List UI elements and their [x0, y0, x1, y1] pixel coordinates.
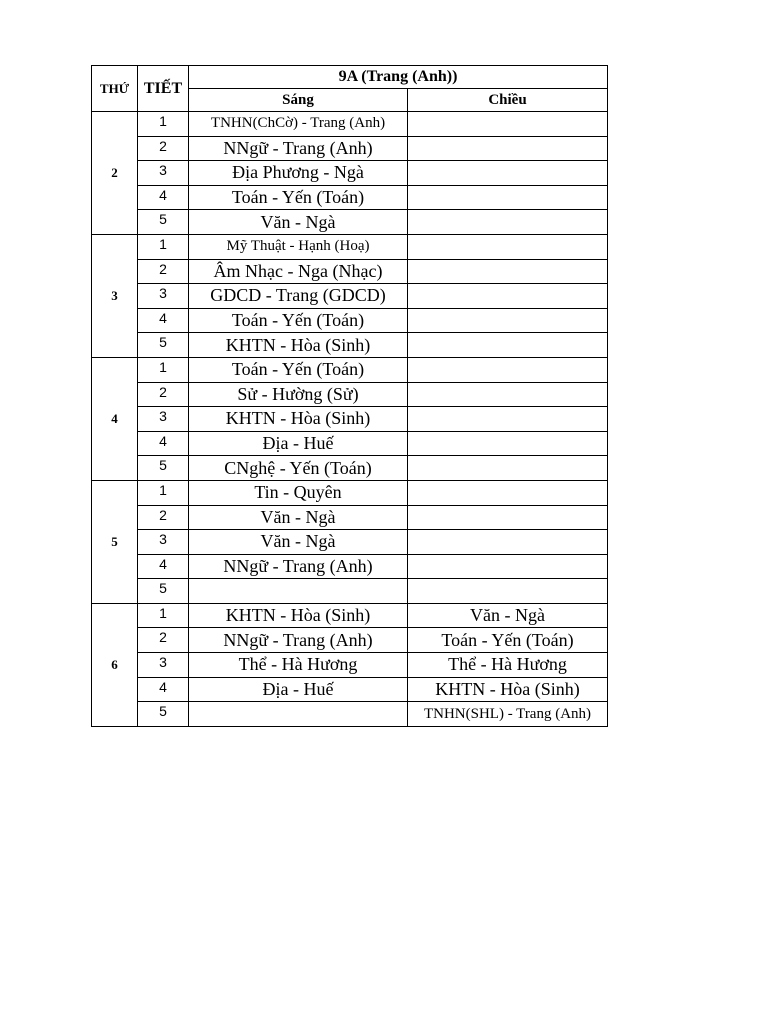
period-cell: 2	[138, 382, 189, 407]
table-row	[92, 210, 608, 235]
period-cell: 2	[138, 136, 189, 161]
afternoon-subject-cell	[408, 112, 608, 137]
morning-subject-cell: Thể - Hà Hương	[189, 653, 408, 678]
afternoon-subject-cell	[408, 161, 608, 186]
morning-subject-cell: Tin - Quyên	[189, 480, 408, 505]
afternoon-subject-cell	[408, 431, 608, 456]
period-cell: 5	[138, 333, 189, 358]
period-cell: 3	[138, 407, 189, 432]
morning-subject-cell: Địa - Huế	[189, 677, 408, 702]
period-cell: 5	[138, 579, 189, 604]
morning-subject-cell: Mỹ Thuật - Hạnh (Hoạ)	[189, 234, 408, 259]
table-row	[92, 431, 608, 456]
period-cell: 1	[138, 480, 189, 505]
timetable	[91, 65, 608, 727]
afternoon-subject-cell: KHTN - Hòa (Sinh)	[408, 677, 608, 702]
afternoon-subject-cell: TNHN(SHL) - Trang (Anh)	[408, 702, 608, 727]
afternoon-subject-cell	[408, 456, 608, 481]
afternoon-subject-cell: Thể - Hà Hương	[408, 653, 608, 678]
table-row	[92, 579, 608, 604]
table-row	[92, 603, 608, 628]
table-row	[92, 112, 608, 137]
table-row	[92, 333, 608, 358]
table-row	[92, 677, 608, 702]
table-row	[92, 234, 608, 259]
morning-subject-cell: Toán - Yến (Toán)	[189, 308, 408, 333]
period-cell: 4	[138, 185, 189, 210]
morning-subject-cell: Địa - Huế	[189, 431, 408, 456]
period-cell: 1	[138, 112, 189, 137]
day-cell: 5	[92, 480, 138, 603]
period-cell: 3	[138, 653, 189, 678]
table-row	[92, 628, 608, 653]
morning-subject-cell: Sử - Hường (Sử)	[189, 382, 408, 407]
afternoon-subject-cell	[408, 579, 608, 604]
afternoon-subject-cell	[408, 505, 608, 530]
table-row	[92, 653, 608, 678]
period-cell: 5	[138, 210, 189, 235]
afternoon-subject-cell	[408, 259, 608, 284]
morning-subject-cell	[189, 579, 408, 604]
table-row	[92, 456, 608, 481]
afternoon-subject-cell	[408, 210, 608, 235]
morning-subject-cell: Địa Phương - Ngà	[189, 161, 408, 186]
table-row	[92, 259, 608, 284]
afternoon-subject-cell: Văn - Ngà	[408, 603, 608, 628]
afternoon-subject-cell	[408, 284, 608, 309]
morning-subject-cell: Toán - Yến (Toán)	[189, 357, 408, 382]
table-row	[92, 136, 608, 161]
period-cell: 4	[138, 677, 189, 702]
table-row	[92, 357, 608, 382]
afternoon-subject-cell	[408, 185, 608, 210]
table-row	[92, 382, 608, 407]
period-cell: 5	[138, 702, 189, 727]
morning-subject-cell: Toán - Yến (Toán)	[189, 185, 408, 210]
period-cell: 2	[138, 259, 189, 284]
header-morning: Sáng	[189, 89, 408, 112]
afternoon-subject-cell	[408, 234, 608, 259]
period-cell: 3	[138, 284, 189, 309]
period-cell: 2	[138, 505, 189, 530]
period-cell: 1	[138, 603, 189, 628]
morning-subject-cell: Văn - Ngà	[189, 505, 408, 530]
header-day: THỨ	[92, 66, 138, 112]
day-cell: 6	[92, 603, 138, 726]
morning-subject-cell: KHTN - Hòa (Sinh)	[189, 407, 408, 432]
table-row	[92, 702, 608, 727]
period-cell: 4	[138, 308, 189, 333]
table-row	[92, 284, 608, 309]
table-row	[92, 505, 608, 530]
afternoon-subject-cell	[408, 333, 608, 358]
table-row	[92, 308, 608, 333]
table-row	[92, 407, 608, 432]
day-cell: 2	[92, 112, 138, 235]
afternoon-subject-cell	[408, 382, 608, 407]
afternoon-subject-cell: Toán - Yến (Toán)	[408, 628, 608, 653]
header-afternoon: Chiều	[408, 89, 608, 112]
afternoon-subject-cell	[408, 357, 608, 382]
morning-subject-cell: NNgữ - Trang (Anh)	[189, 136, 408, 161]
morning-subject-cell: NNgữ - Trang (Anh)	[189, 554, 408, 579]
period-cell: 4	[138, 431, 189, 456]
morning-subject-cell: CNghệ - Yến (Toán)	[189, 456, 408, 481]
afternoon-subject-cell	[408, 480, 608, 505]
table-row	[92, 185, 608, 210]
morning-subject-cell: Văn - Ngà	[189, 530, 408, 555]
period-cell: 1	[138, 234, 189, 259]
timetable-body	[92, 112, 608, 727]
afternoon-subject-cell	[408, 530, 608, 555]
afternoon-subject-cell	[408, 407, 608, 432]
header-period: TIẾT	[138, 66, 189, 112]
table-row	[92, 530, 608, 555]
header-class: 9A (Trang (Anh))	[189, 66, 608, 89]
table-row	[92, 161, 608, 186]
morning-subject-cell: KHTN - Hòa (Sinh)	[189, 333, 408, 358]
morning-subject-cell: Âm Nhạc - Nga (Nhạc)	[189, 259, 408, 284]
period-cell: 2	[138, 628, 189, 653]
period-cell: 4	[138, 554, 189, 579]
day-cell: 3	[92, 234, 138, 357]
table-row	[92, 554, 608, 579]
period-cell: 5	[138, 456, 189, 481]
day-cell: 4	[92, 357, 138, 480]
period-cell: 1	[138, 357, 189, 382]
afternoon-subject-cell	[408, 554, 608, 579]
morning-subject-cell	[189, 702, 408, 727]
afternoon-subject-cell	[408, 308, 608, 333]
morning-subject-cell: TNHN(ChCờ) - Trang (Anh)	[189, 112, 408, 137]
period-cell: 3	[138, 530, 189, 555]
morning-subject-cell: NNgữ - Trang (Anh)	[189, 628, 408, 653]
morning-subject-cell: KHTN - Hòa (Sinh)	[189, 603, 408, 628]
afternoon-subject-cell	[408, 136, 608, 161]
period-cell: 3	[138, 161, 189, 186]
table-row	[92, 480, 608, 505]
morning-subject-cell: GDCD - Trang (GDCD)	[189, 284, 408, 309]
morning-subject-cell: Văn - Ngà	[189, 210, 408, 235]
